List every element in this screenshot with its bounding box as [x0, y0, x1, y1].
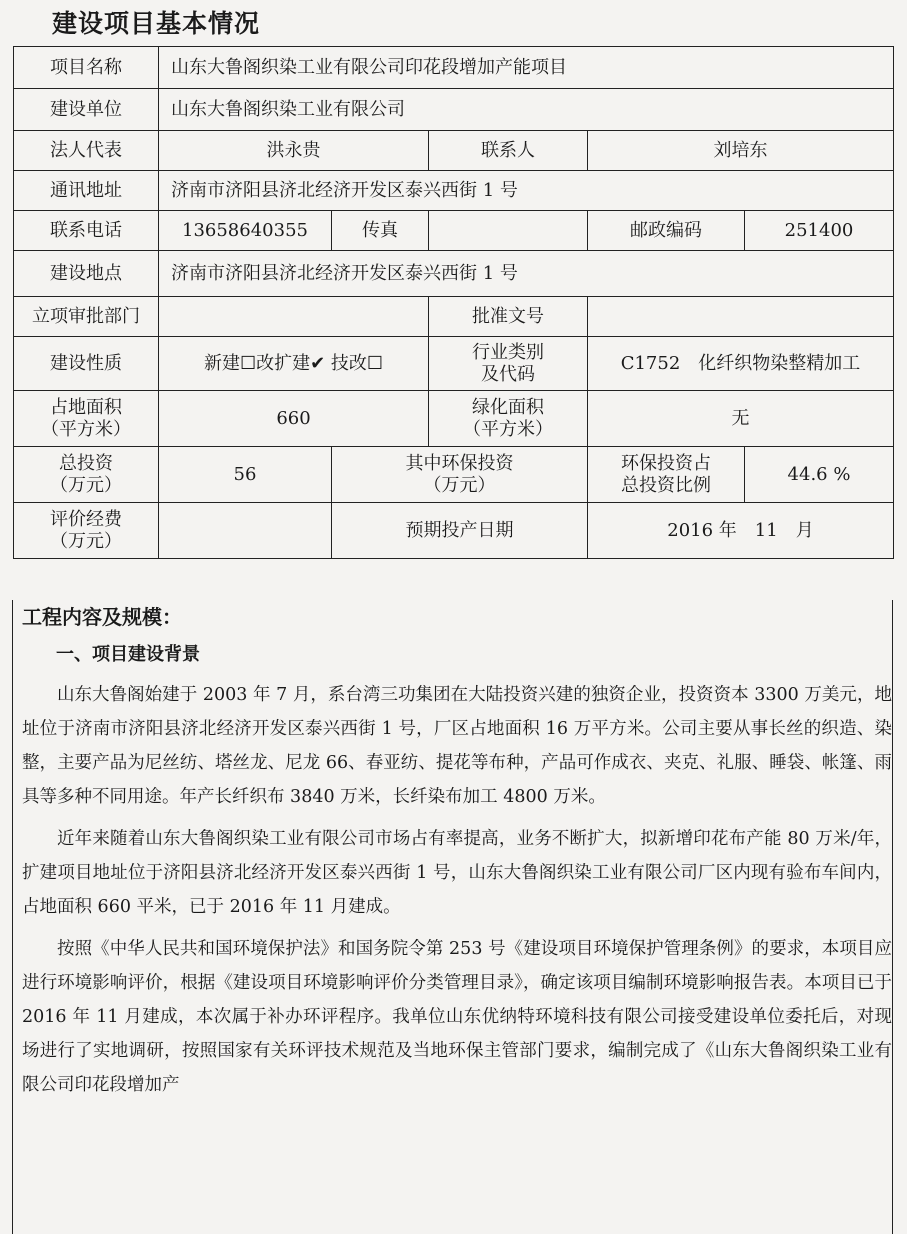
area-label	[14, 391, 159, 447]
env-invest-label-line2: （万元）	[423, 474, 496, 496]
approval-dept-value	[159, 297, 429, 337]
phone-label: 联系电话	[14, 211, 159, 251]
table-row	[14, 89, 894, 131]
project-info-table	[13, 46, 894, 559]
address-value: 济南市济阳县济北经济开发区泰兴西街 1 号	[159, 171, 894, 211]
industry-label-line2: 及代码	[481, 363, 535, 385]
ratio-label-line1: 环保投资占	[621, 452, 711, 474]
project-name-value: 山东大鲁阁织染工业有限公司印花段增加产能项目	[159, 47, 894, 89]
date-label: 预期投产日期	[332, 503, 588, 559]
approval-dept-label: 立项审批部门	[14, 297, 159, 337]
approval-no-label: 批准文号	[429, 297, 588, 337]
paragraph-1: 山东大鲁阁始建于 2003 年 7 月，系台湾三功集团在大陆投资兴建的独资企业，投资资本 3300 万美元，地址位于济南市济阳县济北经济开发区泰兴西街 1 号，厂区占地面积 16 万平方米。公司主要从事长丝的织造、染整，主要产品为尼丝纺、塔丝龙、尼龙 66、春亚纺、提花等布种，产品可作成衣、夹克、礼服、睡袋、帐篷、雨具等多种不同用途。年产长纤织布 3840 万米，长纤染布加工 4800 万米。	[22, 685, 892, 807]
page-title: 建设项目基本情况	[52, 9, 261, 38]
paragraph-2: 近年来随着山东大鲁阁织染工业有限公司市场占有率提高，业务不断扩大，拟新增印花布产能 80 万米/年，扩建项目地址位于济阳县济北经济开发区泰兴西街 1 号，山东大鲁阁织染工业有限公司厂区内现有验布车间内，占地面积 660 平米，已于 2016 年 11 月建成。	[22, 829, 892, 917]
ratio-label	[588, 447, 745, 503]
industry-label	[429, 337, 588, 391]
fax-value	[429, 211, 588, 251]
industry-value: C1752 化纤织物染整精加工	[588, 337, 894, 391]
site-value: 济南市济阳县济北经济开发区泰兴西街 1 号	[159, 251, 894, 297]
industry-label-line1: 行业类别	[472, 341, 544, 363]
table-row	[14, 297, 894, 337]
fee-value	[159, 503, 332, 559]
frame-right-border	[892, 600, 893, 1234]
fee-label-line1: 评价经费	[50, 508, 122, 530]
legal-value: 洪永贵	[159, 131, 429, 171]
table-row	[14, 251, 894, 297]
table-row	[14, 131, 894, 171]
green-label-line1: 绿化面积	[472, 396, 544, 418]
content-subheading: 一、项目建设背景	[56, 644, 200, 665]
approval-no-value	[588, 297, 894, 337]
green-value: 无	[588, 391, 894, 447]
nature-value: 新建☐改扩建✔ 技改☐	[159, 337, 429, 391]
green-label-line2: （平方米）	[463, 418, 553, 440]
fee-label-line2: （万元）	[50, 530, 122, 552]
table-row	[14, 337, 894, 391]
content-heading: 工程内容及规模：	[22, 605, 182, 629]
fax-label: 传真	[332, 211, 429, 251]
postcode-value: 251400	[745, 211, 894, 251]
fee-label	[14, 503, 159, 559]
date-value: 2016 年 11 月	[588, 503, 894, 559]
green-label	[429, 391, 588, 447]
unit-label: 建设单位	[14, 89, 159, 131]
table-row	[14, 211, 894, 251]
area-label-line1: 占地面积	[50, 396, 122, 418]
project-content-section	[22, 600, 892, 1110]
table-row	[14, 171, 894, 211]
postcode-label: 邮政编码	[588, 211, 745, 251]
phone-value: 13658640355	[159, 211, 332, 251]
env-invest-label	[332, 447, 588, 503]
env-invest-label-line1: 其中环保投资	[405, 452, 514, 474]
invest-value: 56	[159, 447, 332, 503]
frame-left-border	[12, 600, 13, 1234]
table-row	[14, 503, 894, 559]
area-value: 660	[159, 391, 429, 447]
table-row	[14, 447, 894, 503]
ratio-value: 44.6 %	[745, 447, 894, 503]
paragraph-3: 按照《中华人民共和国环境保护法》和国务院令第 253 号《建设项目环境保护管理条例》的要求，本项目应进行环境影响评价，根据《建设项目环境影响评价分类管理目录》，确定该项目编制环境影响报告表。本项目已于 2016 年 11 月建成，本次属于补办环评程序。我单位山东优纳特环境科技有限公司接受建设单位委托后，对现场进行了实地调研，按照国家有关环评技术规范及当地环保主管部门要求，编制完成了《山东大鲁阁织染工业有限公司印花段增加产	[22, 939, 892, 1095]
table-row	[14, 391, 894, 447]
contact-label: 联系人	[429, 131, 588, 171]
nature-label: 建设性质	[14, 337, 159, 391]
table-row	[14, 47, 894, 89]
address-label: 通讯地址	[14, 171, 159, 211]
legal-label: 法人代表	[14, 131, 159, 171]
site-label: 建设地点	[14, 251, 159, 297]
invest-label-line2: （万元）	[50, 474, 122, 496]
unit-value: 山东大鲁阁织染工业有限公司	[159, 89, 894, 131]
project-name-label: 项目名称	[14, 47, 159, 89]
contact-value: 刘培东	[588, 131, 894, 171]
ratio-label-line2: 总投资比例	[621, 474, 711, 496]
invest-label	[14, 447, 159, 503]
invest-label-line1: 总投资	[59, 452, 113, 474]
area-label-line2: （平方米）	[41, 418, 131, 440]
